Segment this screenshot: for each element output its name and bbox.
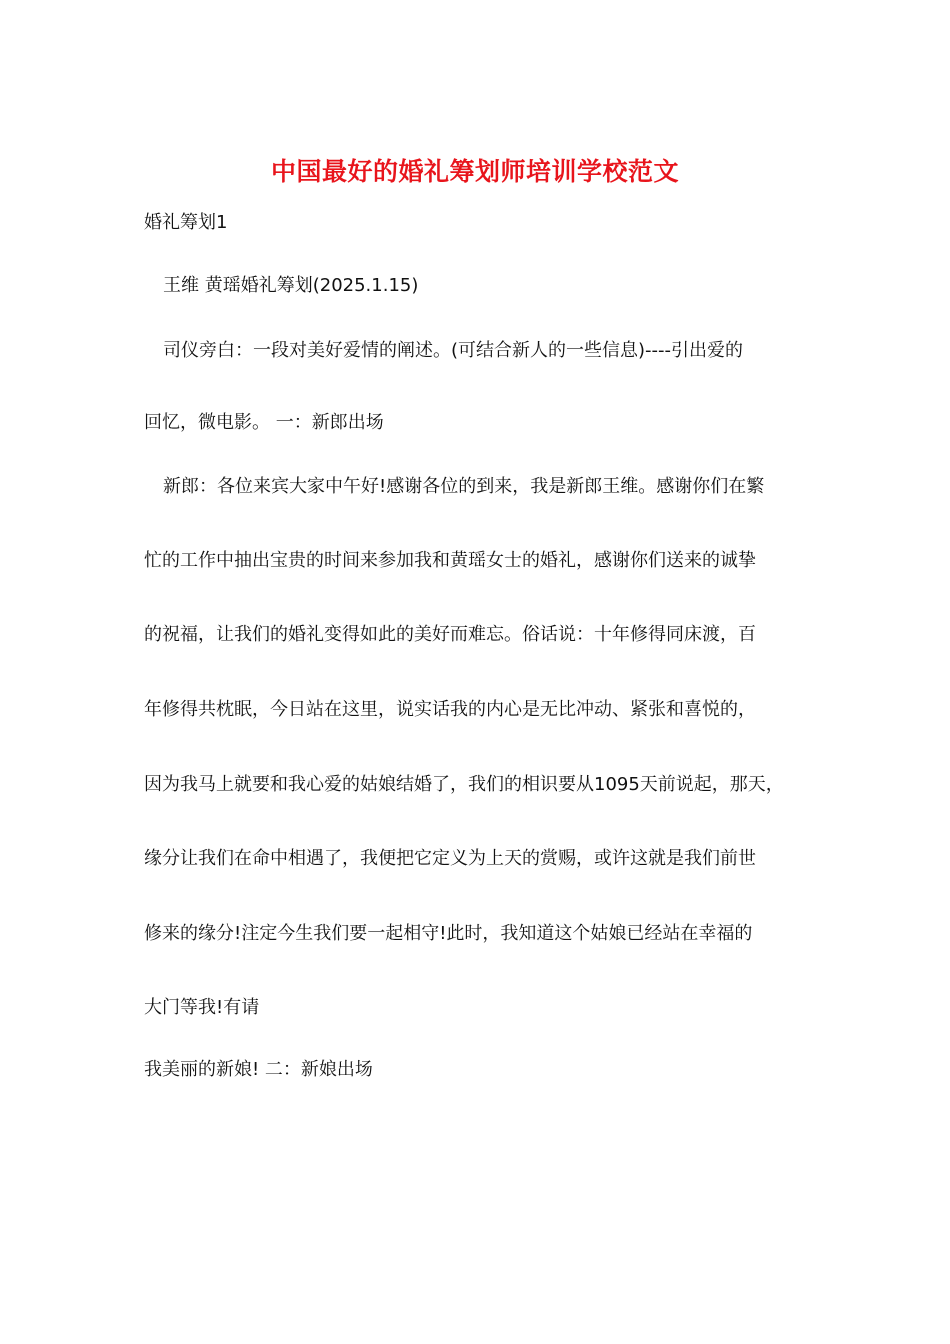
paragraph-line: 新郎：各位来宾大家中午好!感谢各位的到来，我是新郎王维。感谢你们在繁: [163, 476, 765, 497]
paragraph-line: 的祝福，让我们的婚礼变得如此的美好而难忘。俗话说：十年修得同床渡，百: [144, 624, 756, 645]
paragraph-line: 缘分让我们在命中相遇了，我便把它定义为上天的赏赐，或许这就是我们前世: [144, 848, 756, 869]
paragraph-line: 修来的缘分!注定今生我们要一起相守!此时，我知道这个姑娘已经站在幸福的: [144, 923, 753, 944]
paragraph-line: 大门等我!有请: [144, 997, 260, 1018]
document-title: 中国最好的婚礼筹划师培训学校范文: [270, 157, 679, 186]
paragraph-line: 回忆，微电影。 一：新郎出场: [144, 412, 384, 433]
paragraph-line: 因为我马上就要和我心爱的姑娘结婚了，我们的相识要从1095天前说起，那天，: [144, 774, 784, 795]
section-heading: 婚礼筹划1: [144, 212, 228, 233]
author-line: 王维 黄瑶婚礼筹划(2025.1.15): [163, 275, 419, 296]
paragraph-line: 年修得共枕眠，今日站在这里，说实话我的内心是无比冲动、紧张和喜悦的，: [144, 699, 756, 720]
paragraph-line: 司仪旁白：一段对美好爱情的阐述。(可结合新人的一些信息)----引出爱的: [163, 340, 744, 361]
paragraph-line: 我美丽的新娘! 二：新娘出场: [144, 1059, 373, 1080]
paragraph-line: 忙的工作中抽出宝贵的时间来参加我和黄瑶女士的婚礼，感谢你们送来的诚挚: [144, 550, 756, 571]
